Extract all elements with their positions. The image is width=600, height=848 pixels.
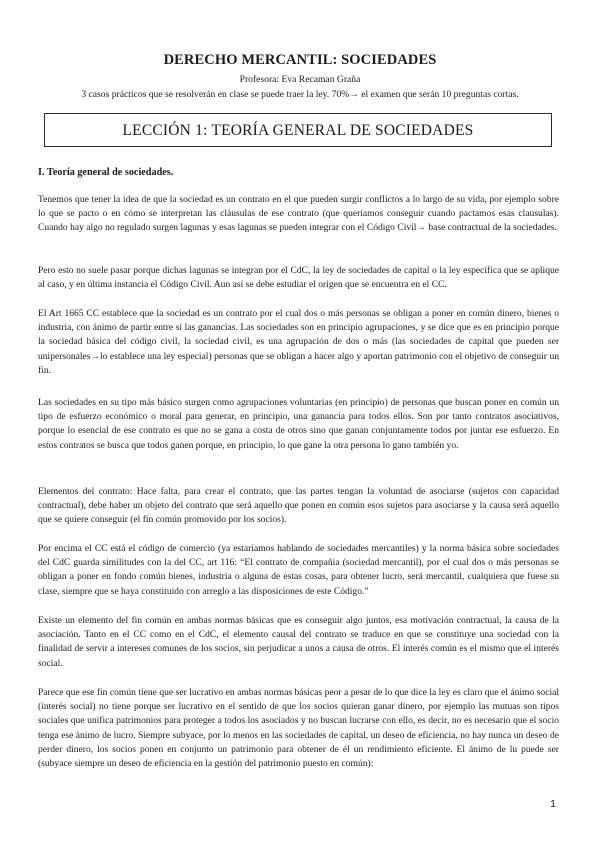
paragraph-6: Por encima el CC está el código de comercio (ya estaríamos hablando de sociedades mercantiles) y la norma básica sobre sociedades del CdC guarda similitudes con la del CC, art 116: “El contrato de compañía (sociedad mercantil), por el cual dos o más personas se obligan a poner en fondo común bienes, industria o alguna de estas cosas, para obtener lucro, será mercantil, cualquiera que fuese su clase, siempre que se haya constituido con arreglo a las disposiciones de este Código.” xyxy=(38,543,559,597)
course-note: 3 casos prácticos que se resolverán en clase se puede traer la ley. 70%→ el examen que serán 10 preguntas cortas. xyxy=(81,89,519,100)
paragraph-5: Elementos del contrato: Hace falta, para crear el contrato, que las partes tengan la voluntad de asociarse (sujetos con capacidad contractual), debe haber un objeto del contrato que será aquello que ponen en común esos sujetos para asociarse y la causa será aquello que se quiere conseguir (el fin común promovido por los socios). xyxy=(38,486,559,526)
paragraph-2: Pero esto no suele pasar porque dichas lagunas se integran por el CdC, la ley de sociedades de capital o la ley específica que se aplique al caso, y en última instancia el Código Civil. Aun así se debe estudiar el origen que se encuentra en el CC. xyxy=(38,265,559,291)
paragraph-1: Tenemos que tener la idea de que la sociedad es un contrato en el que pueden surgir conflictos a lo largo de su vida, por ejemplo sobre lo que se pacto o en cómo se interpretan las cláusulas de ese contrato (que queríamos conseguir cuando pactamos esas clausulas). Cuando hay algo no regulado surgen lagunas y esas lagunas se pueden integrar con el Código Civil→ base contractual de la sociedades. xyxy=(38,194,559,234)
paragraph-7: Existe un elemento del fin común en ambas normas básicas que es conseguir algo juntos, esa motivación contractual, la causa de la asociación. Tanto en el CC como en el CdC, el elemento causal del contrato se traduce en que se constituye una sociedad con la finalidad de servir a intereses comunes de los socios, sin perjudicar a unos a causa de otros. El interés común es el mismo que el interés social. xyxy=(38,615,559,669)
paragraph-3: El Art 1665 CC establece que la sociedad es un contrato por el cual dos o más personas se obligan a poner en común dinero, bienes o industria, con ánimo de partir entre sí las ganancias. Las sociedades son en principio agrupaciones, y se dice que es en principio porque la sociedad básica del código civil, la sociedad civil, es una agrupación de dos o más (las sociedades de capital que pueden ser unipersonales→lo establece una ley especial) personas que se obligan a hacer algo y aportan patrimonio con el objetivo de conseguir un fin. xyxy=(38,308,559,376)
paragraph-8: Parece que ese fin común tiene que ser lucrativo en ambas normas básicas peor a pesar de lo que dice la ley es claro que el ánimo social (interés social) no tiene porque ser lucrativo en el sentido de que los socios quieran ganar dinero, por ejemplo las mutuas son tipos sociales que unifica patrimonios para proteger a todos los asociados y no buscan lucrarse con ello, es decir, no es necesario que el socio tenga ese ánimo de lucro. Siempre subyace, por lo menos en las sociedades de capital, un deseo de eficiencia, no hay nunca un deseo de perder dinero, los socios ponen en conjunto un patrimonio para obtener de él un rendimiento eficiente. El ánimo de lu puede ser (subyace siempre un deseo de eficiencia en la gestión del patrimonio puesto en común): xyxy=(38,687,559,770)
professor-line: Profesora: Eva Recaman Graña xyxy=(239,74,361,85)
lesson-title-box xyxy=(44,113,552,147)
document-title: DERECHO MERCANTIL: SOCIEDADES xyxy=(163,52,437,68)
page-number: 1 xyxy=(550,798,556,810)
lesson-title: LECCIÓN 1: TEORÍA GENERAL DE SOCIEDADES xyxy=(122,122,474,139)
section-heading: I. Teoría general de sociedades. xyxy=(38,167,174,178)
paragraph-4: Las sociedades en su tipo más básico surgen como agrupaciones voluntarias (en principio) de personas que buscan poner en común un tipo de esfuerzo económico o moral para generar, en principio, una ganancia para todos ellos. Son por tanto contratos asociativos, porque lo esencial de ese contrato es que no se gana a costa de otros sino que ganan conjuntamente todos por juntar ese esfuerzo. En estos contratos se busca que todos ganen porque, en principio, lo que gane la otra persona lo gano también yo. xyxy=(38,397,559,451)
